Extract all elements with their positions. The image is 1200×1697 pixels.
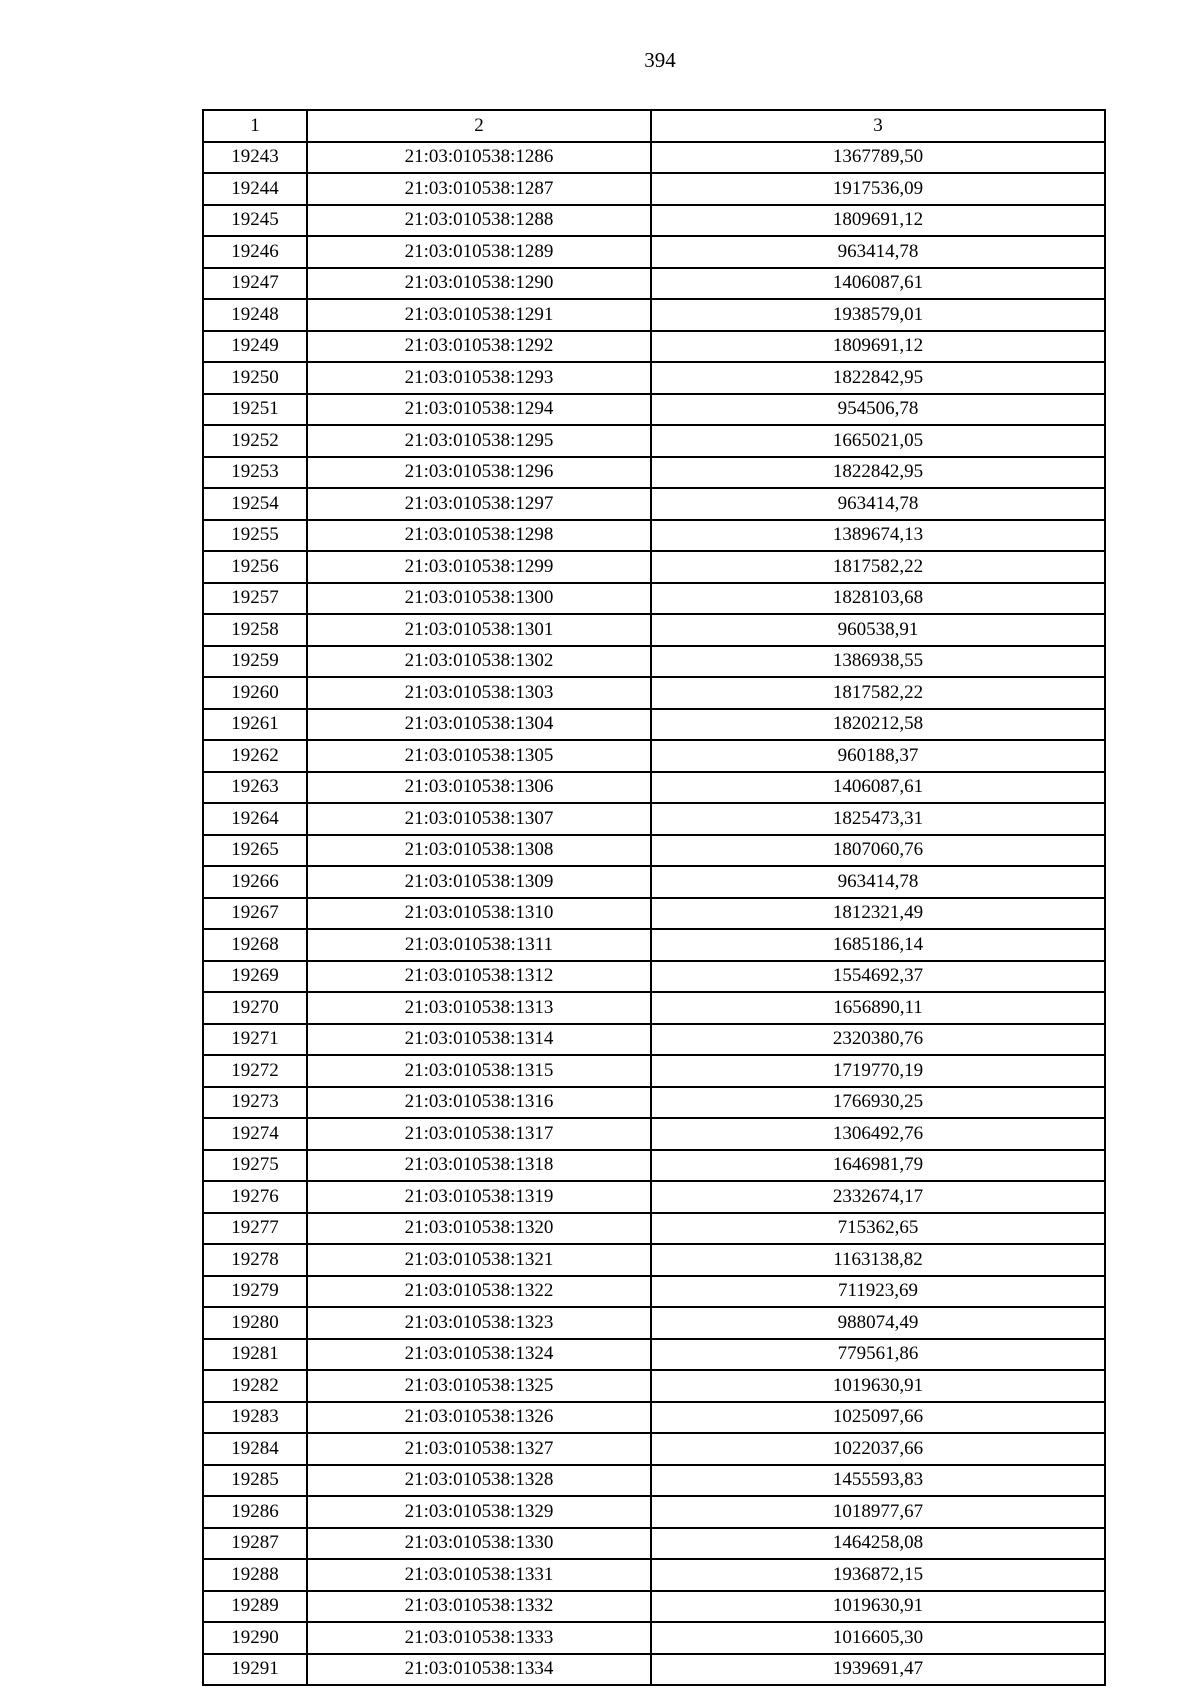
row-number-cell: 19285 — [203, 1465, 307, 1497]
table-row — [203, 299, 1105, 331]
row-number-cell: 19248 — [203, 299, 307, 331]
value-cell: 2332674,17 — [651, 1181, 1105, 1213]
table-row — [203, 1055, 1105, 1087]
cadastral-number-cell: 21:03:010538:1310 — [307, 898, 651, 930]
cadastral-number-cell: 21:03:010538:1320 — [307, 1213, 651, 1245]
table-row — [203, 520, 1105, 552]
row-number-cell: 19272 — [203, 1055, 307, 1087]
cadastral-number-cell: 21:03:010538:1303 — [307, 677, 651, 709]
row-number-cell: 19249 — [203, 331, 307, 363]
value-cell: 1828103,68 — [651, 583, 1105, 615]
row-number-cell: 19256 — [203, 551, 307, 583]
cadastral-number-cell: 21:03:010538:1326 — [307, 1402, 651, 1434]
cadastral-number-cell: 21:03:010538:1312 — [307, 961, 651, 993]
value-cell: 1018977,67 — [651, 1496, 1105, 1528]
value-cell: 1809691,12 — [651, 205, 1105, 237]
table-row — [203, 1465, 1105, 1497]
table-row — [203, 1559, 1105, 1591]
value-cell: 1938579,01 — [651, 299, 1105, 331]
cadastral-number-cell: 21:03:010538:1323 — [307, 1307, 651, 1339]
table-row — [203, 1276, 1105, 1308]
table-row — [203, 1213, 1105, 1245]
cadastral-number-cell: 21:03:010538:1292 — [307, 331, 651, 363]
cadastral-number-cell: 21:03:010538:1316 — [307, 1087, 651, 1119]
row-number-cell: 19268 — [203, 929, 307, 961]
row-number-cell: 19258 — [203, 614, 307, 646]
value-cell: 1817582,22 — [651, 551, 1105, 583]
table-row — [203, 362, 1105, 394]
row-number-cell: 19244 — [203, 173, 307, 205]
column-header-1: 1 — [203, 110, 307, 142]
cadastral-number-cell: 21:03:010538:1296 — [307, 457, 651, 489]
row-number-cell: 19270 — [203, 992, 307, 1024]
cadastral-number-cell: 21:03:010538:1308 — [307, 835, 651, 867]
row-number-cell: 19277 — [203, 1213, 307, 1245]
value-cell: 1367789,50 — [651, 142, 1105, 174]
table-row — [203, 614, 1105, 646]
cadastral-number-cell: 21:03:010538:1331 — [307, 1559, 651, 1591]
value-cell: 1719770,19 — [651, 1055, 1105, 1087]
value-cell: 1406087,61 — [651, 772, 1105, 804]
row-number-cell: 19290 — [203, 1622, 307, 1654]
cadastral-number-cell: 21:03:010538:1321 — [307, 1244, 651, 1276]
row-number-cell: 19282 — [203, 1370, 307, 1402]
row-number-cell: 19255 — [203, 520, 307, 552]
row-number-cell: 19269 — [203, 961, 307, 993]
table-row — [203, 1591, 1105, 1623]
row-number-cell: 19278 — [203, 1244, 307, 1276]
cadastral-number-cell: 21:03:010538:1322 — [307, 1276, 651, 1308]
table-row — [203, 1654, 1105, 1686]
value-cell: 2320380,76 — [651, 1024, 1105, 1056]
cadastral-number-cell: 21:03:010538:1328 — [307, 1465, 651, 1497]
value-cell: 1817582,22 — [651, 677, 1105, 709]
table-row — [203, 992, 1105, 1024]
cadastral-number-cell: 21:03:010538:1291 — [307, 299, 651, 331]
table-row — [203, 142, 1105, 174]
table-row — [203, 677, 1105, 709]
header-row — [203, 110, 1105, 142]
row-number-cell: 19260 — [203, 677, 307, 709]
row-number-cell: 19281 — [203, 1339, 307, 1371]
row-number-cell: 19246 — [203, 236, 307, 268]
value-cell: 1464258,08 — [651, 1528, 1105, 1560]
table-row — [203, 457, 1105, 489]
cadastral-number-cell: 21:03:010538:1286 — [307, 142, 651, 174]
table-row — [203, 551, 1105, 583]
value-cell: 1025097,66 — [651, 1402, 1105, 1434]
value-cell: 963414,78 — [651, 488, 1105, 520]
table-body — [203, 142, 1105, 1686]
value-cell: 1685186,14 — [651, 929, 1105, 961]
table-row — [203, 173, 1105, 205]
value-cell: 1455593,83 — [651, 1465, 1105, 1497]
value-cell: 1936872,15 — [651, 1559, 1105, 1591]
value-cell: 1022037,66 — [651, 1433, 1105, 1465]
row-number-cell: 19245 — [203, 205, 307, 237]
row-number-cell: 19286 — [203, 1496, 307, 1528]
table-row — [203, 929, 1105, 961]
table-row — [203, 898, 1105, 930]
table-row — [203, 866, 1105, 898]
value-cell: 1812321,49 — [651, 898, 1105, 930]
cadastral-number-cell: 21:03:010538:1297 — [307, 488, 651, 520]
cadastral-number-cell: 21:03:010538:1317 — [307, 1118, 651, 1150]
row-number-cell: 19273 — [203, 1087, 307, 1119]
cadastral-number-cell: 21:03:010538:1309 — [307, 866, 651, 898]
table-row — [203, 709, 1105, 741]
cadastral-number-cell: 21:03:010538:1301 — [307, 614, 651, 646]
cadastral-number-cell: 21:03:010538:1318 — [307, 1150, 651, 1182]
table-row — [203, 772, 1105, 804]
cadastral-number-cell: 21:03:010538:1324 — [307, 1339, 651, 1371]
cadastral-number-cell: 21:03:010538:1288 — [307, 205, 651, 237]
table-row — [203, 331, 1105, 363]
cadastral-number-cell: 21:03:010538:1287 — [307, 173, 651, 205]
cadastral-number-cell: 21:03:010538:1330 — [307, 1528, 651, 1560]
value-cell: 1389674,13 — [651, 520, 1105, 552]
cadastral-number-cell: 21:03:010538:1298 — [307, 520, 651, 552]
row-number-cell: 19289 — [203, 1591, 307, 1623]
cadastral-number-cell: 21:03:010538:1327 — [307, 1433, 651, 1465]
value-cell: 1306492,76 — [651, 1118, 1105, 1150]
value-cell: 711923,69 — [651, 1276, 1105, 1308]
row-number-cell: 19252 — [203, 425, 307, 457]
table-row — [203, 1370, 1105, 1402]
table-row — [203, 1118, 1105, 1150]
column-header-3: 3 — [651, 110, 1105, 142]
table-row — [203, 1150, 1105, 1182]
value-cell: 1386938,55 — [651, 646, 1105, 678]
cadastral-number-cell: 21:03:010538:1325 — [307, 1370, 651, 1402]
table-row — [203, 236, 1105, 268]
table-row — [203, 646, 1105, 678]
row-number-cell: 19251 — [203, 394, 307, 426]
table-row — [203, 803, 1105, 835]
table-row — [203, 1181, 1105, 1213]
cadastral-number-cell: 21:03:010538:1289 — [307, 236, 651, 268]
row-number-cell: 19283 — [203, 1402, 307, 1434]
value-cell: 779561,86 — [651, 1339, 1105, 1371]
table-row — [203, 740, 1105, 772]
table-row — [203, 394, 1105, 426]
row-number-cell: 19280 — [203, 1307, 307, 1339]
table-row — [203, 1433, 1105, 1465]
cadastral-number-cell: 21:03:010538:1334 — [307, 1654, 651, 1686]
value-cell: 1016605,30 — [651, 1622, 1105, 1654]
table-header — [203, 110, 1105, 142]
row-number-cell: 19247 — [203, 268, 307, 300]
value-cell: 1656890,11 — [651, 992, 1105, 1024]
value-cell: 960538,91 — [651, 614, 1105, 646]
page-number: 394 — [644, 48, 676, 72]
value-cell: 1163138,82 — [651, 1244, 1105, 1276]
row-number-cell: 19267 — [203, 898, 307, 930]
row-number-cell: 19284 — [203, 1433, 307, 1465]
row-number-cell: 19291 — [203, 1654, 307, 1686]
table-row — [203, 835, 1105, 867]
table-row — [203, 1024, 1105, 1056]
value-cell: 963414,78 — [651, 866, 1105, 898]
table-row — [203, 488, 1105, 520]
cadastral-number-cell: 21:03:010538:1333 — [307, 1622, 651, 1654]
row-number-cell: 19264 — [203, 803, 307, 835]
row-number-cell: 19263 — [203, 772, 307, 804]
row-number-cell: 19250 — [203, 362, 307, 394]
value-cell: 1019630,91 — [651, 1370, 1105, 1402]
cadastral-number-cell: 21:03:010538:1315 — [307, 1055, 651, 1087]
value-cell: 960188,37 — [651, 740, 1105, 772]
cadastral-number-cell: 21:03:010538:1293 — [307, 362, 651, 394]
column-header-2: 2 — [307, 110, 651, 142]
row-number-cell: 19271 — [203, 1024, 307, 1056]
row-number-cell: 19279 — [203, 1276, 307, 1308]
row-number-cell: 19261 — [203, 709, 307, 741]
cadastral-number-cell: 21:03:010538:1306 — [307, 772, 651, 804]
row-number-cell: 19259 — [203, 646, 307, 678]
table-row — [203, 205, 1105, 237]
cadastral-number-cell: 21:03:010538:1290 — [307, 268, 651, 300]
value-cell: 1809691,12 — [651, 331, 1105, 363]
data-table — [202, 109, 1106, 1686]
cadastral-number-cell: 21:03:010538:1302 — [307, 646, 651, 678]
table-row — [203, 1087, 1105, 1119]
value-cell: 715362,65 — [651, 1213, 1105, 1245]
row-number-cell: 19266 — [203, 866, 307, 898]
table-row — [203, 583, 1105, 615]
value-cell: 1554692,37 — [651, 961, 1105, 993]
row-number-cell: 19274 — [203, 1118, 307, 1150]
cadastral-number-cell: 21:03:010538:1307 — [307, 803, 651, 835]
table-row — [203, 1402, 1105, 1434]
value-cell: 1917536,09 — [651, 173, 1105, 205]
row-number-cell: 19257 — [203, 583, 307, 615]
row-number-cell: 19276 — [203, 1181, 307, 1213]
cadastral-number-cell: 21:03:010538:1304 — [307, 709, 651, 741]
table-row — [203, 1339, 1105, 1371]
table-row — [203, 1496, 1105, 1528]
table-row — [203, 961, 1105, 993]
value-cell: 1825473,31 — [651, 803, 1105, 835]
cadastral-number-cell: 21:03:010538:1305 — [307, 740, 651, 772]
value-cell: 1646981,79 — [651, 1150, 1105, 1182]
cadastral-number-cell: 21:03:010538:1329 — [307, 1496, 651, 1528]
cadastral-number-cell: 21:03:010538:1294 — [307, 394, 651, 426]
cadastral-number-cell: 21:03:010538:1299 — [307, 551, 651, 583]
value-cell: 1820212,58 — [651, 709, 1105, 741]
cadastral-number-cell: 21:03:010538:1319 — [307, 1181, 651, 1213]
cadastral-number-cell: 21:03:010538:1295 — [307, 425, 651, 457]
value-cell: 1822842,95 — [651, 457, 1105, 489]
cadastral-number-cell: 21:03:010538:1313 — [307, 992, 651, 1024]
table-row — [203, 1307, 1105, 1339]
row-number-cell: 19275 — [203, 1150, 307, 1182]
value-cell: 1665021,05 — [651, 425, 1105, 457]
cadastral-number-cell: 21:03:010538:1300 — [307, 583, 651, 615]
table-row — [203, 1528, 1105, 1560]
value-cell: 1822842,95 — [651, 362, 1105, 394]
row-number-cell: 19254 — [203, 488, 307, 520]
row-number-cell: 19265 — [203, 835, 307, 867]
row-number-cell: 19287 — [203, 1528, 307, 1560]
value-cell: 963414,78 — [651, 236, 1105, 268]
row-number-cell: 19262 — [203, 740, 307, 772]
value-cell: 1406087,61 — [651, 268, 1105, 300]
table-row — [203, 1622, 1105, 1654]
cadastral-number-cell: 21:03:010538:1332 — [307, 1591, 651, 1623]
row-number-cell: 19243 — [203, 142, 307, 174]
cadastral-number-cell: 21:03:010538:1311 — [307, 929, 651, 961]
table-row — [203, 268, 1105, 300]
value-cell: 954506,78 — [651, 394, 1105, 426]
value-cell: 988074,49 — [651, 1307, 1105, 1339]
row-number-cell: 19253 — [203, 457, 307, 489]
value-cell: 1939691,47 — [651, 1654, 1105, 1686]
value-cell: 1019630,91 — [651, 1591, 1105, 1623]
cadastral-number-cell: 21:03:010538:1314 — [307, 1024, 651, 1056]
table-row — [203, 1244, 1105, 1276]
table-row — [203, 425, 1105, 457]
value-cell: 1807060,76 — [651, 835, 1105, 867]
value-cell: 1766930,25 — [651, 1087, 1105, 1119]
row-number-cell: 19288 — [203, 1559, 307, 1591]
